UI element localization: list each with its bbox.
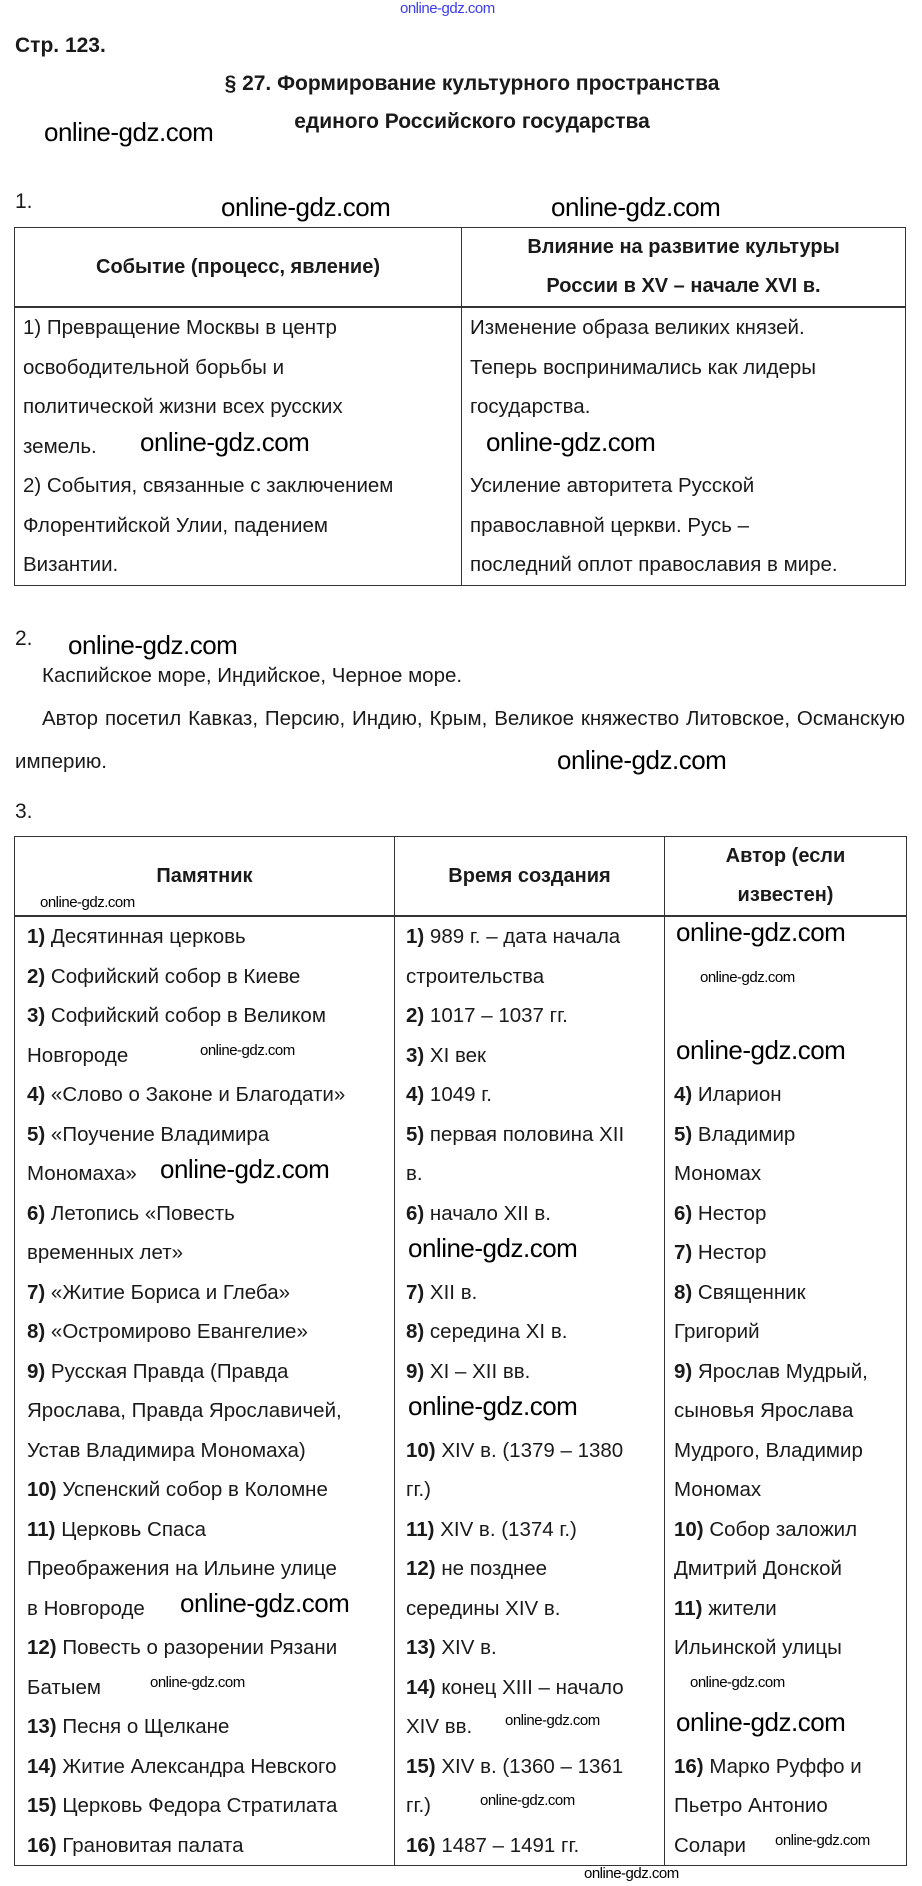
watermark[interactable]: online-gdz.com xyxy=(44,117,214,147)
item-number: 1) xyxy=(27,925,46,948)
item-number: 9) xyxy=(674,1359,693,1383)
item-text: гг.) xyxy=(406,1478,431,1501)
item-number: 7) xyxy=(406,1280,425,1304)
item-text: в Новгороде xyxy=(27,1596,145,1620)
item-number: 12) xyxy=(27,1636,57,1659)
list-item xyxy=(406,1470,654,1510)
list-item xyxy=(406,1352,654,1392)
item-number: 7) xyxy=(27,1280,46,1304)
list-item xyxy=(674,1154,896,1194)
item-text: 1017 – 1037 гг. xyxy=(424,1004,568,1027)
list-item xyxy=(674,1115,896,1155)
watermark[interactable]: online-gdz.com xyxy=(408,1233,578,1263)
list-item xyxy=(406,1549,654,1589)
item-number: 15) xyxy=(27,1794,57,1817)
item-text: начало XII в. xyxy=(424,1201,551,1225)
item-text: Софийский собор в Киеве xyxy=(45,964,301,988)
item-text: строительства xyxy=(406,964,545,988)
item-text: «Житие Бориса и Глеба» xyxy=(45,1280,291,1304)
item-number: 7) xyxy=(674,1241,693,1264)
task1-header-event: Событие (процесс, явление) xyxy=(15,228,462,308)
text-line: Изменение образа великих князей. xyxy=(470,316,805,339)
item-text: XIV в. xyxy=(435,1636,497,1659)
item-text: гг.) xyxy=(406,1794,431,1817)
item-text: середины XIV в. xyxy=(406,1596,561,1620)
list-item xyxy=(406,1589,654,1629)
list-item xyxy=(674,1786,896,1826)
list-item xyxy=(406,917,654,957)
list-item xyxy=(27,1391,384,1431)
item-number: 6) xyxy=(406,1201,425,1225)
item-text: Нестор xyxy=(692,1201,767,1225)
item-number: 2) xyxy=(27,964,46,988)
item-number: 4) xyxy=(674,1083,693,1106)
list-item xyxy=(27,1786,384,1826)
item-number: 10) xyxy=(406,1438,436,1462)
watermark[interactable]: online-gdz.com xyxy=(700,969,795,986)
list-item xyxy=(406,1510,654,1550)
item-number: 10) xyxy=(674,1517,704,1541)
item-text: XI – XII вв. xyxy=(424,1359,531,1383)
item-number: 14) xyxy=(27,1754,57,1778)
item-text: 1487 – 1491 гг. xyxy=(435,1833,580,1857)
list-item xyxy=(27,1470,384,1510)
item-text: середина XI в. xyxy=(424,1320,568,1343)
item-number: 9) xyxy=(406,1359,425,1383)
watermark[interactable]: online-gdz.com xyxy=(68,630,238,660)
item-number: 2) xyxy=(406,1004,425,1027)
task3-number: 3. xyxy=(15,800,33,823)
item-text: 1049 г. xyxy=(424,1083,492,1106)
item-text: «Слово о Законе и Благодати» xyxy=(45,1083,346,1106)
item-number: 6) xyxy=(27,1201,46,1225)
task3-header-author: Автор (если известен) xyxy=(665,837,907,917)
text-line: Флорентийской Улии, падением xyxy=(23,513,328,537)
task1-table xyxy=(14,227,906,586)
list-item xyxy=(674,1510,896,1550)
task3-header-time: Время создания xyxy=(395,837,665,917)
item-text: Солари xyxy=(674,1833,746,1857)
list-item xyxy=(674,1589,896,1629)
item-number: 8) xyxy=(674,1280,693,1304)
task1-header-influence: Влияние на развитие культуры России в XV – начале XVI в. xyxy=(462,228,906,308)
item-number: 9) xyxy=(27,1359,46,1383)
item-number: 16) xyxy=(674,1754,704,1778)
list-item xyxy=(27,1707,384,1747)
text-line: последний оплот православия в мире. xyxy=(470,553,838,576)
item-text: Русская Правда (Правда xyxy=(45,1359,289,1383)
task1-number: 1. xyxy=(15,190,33,213)
item-number: 3) xyxy=(406,1043,425,1067)
task2-seas: Каспийское море, Индийское, Черное море. xyxy=(42,664,463,687)
item-text: конец XIII – начало xyxy=(435,1675,624,1699)
item-number: 11) xyxy=(674,1596,703,1620)
item-text: «Поучение Владимира xyxy=(45,1122,270,1146)
list-item xyxy=(406,1431,654,1471)
item-number: 4) xyxy=(27,1083,46,1106)
item-text: Пьетро Антонио xyxy=(674,1794,828,1817)
item-text: Повесть о разорении Рязани xyxy=(56,1636,338,1659)
item-text: Софийский собор в Великом xyxy=(45,1004,326,1027)
item-text: Дмитрий Донской xyxy=(674,1557,842,1580)
list-item xyxy=(406,1668,654,1708)
watermark[interactable]: online-gdz.com xyxy=(505,1712,600,1729)
item-number: 11) xyxy=(406,1517,435,1541)
list-item xyxy=(674,1549,896,1589)
item-text: Марко Руффо и xyxy=(703,1754,862,1778)
watermark[interactable]: online-gdz.com xyxy=(160,1154,330,1184)
list-item xyxy=(27,1510,384,1550)
section-title-line1: § 27. Формирование культурного пространства xyxy=(224,72,720,95)
list-item xyxy=(406,1194,654,1234)
item-text: Мудрого, Владимир xyxy=(674,1438,863,1462)
item-text: Десятинная церковь xyxy=(45,925,246,948)
list-item xyxy=(674,996,896,1036)
item-number: 5) xyxy=(406,1122,425,1146)
item-text: XI век xyxy=(424,1043,487,1067)
text-line: 2) События, связанные с заключением xyxy=(23,474,394,497)
item-number: 6) xyxy=(674,1201,693,1225)
item-number: 15) xyxy=(406,1754,436,1778)
task3-header-monument: Памятник xyxy=(15,837,395,917)
item-text: 989 г. – дата начала xyxy=(424,925,621,948)
item-number: 5) xyxy=(674,1122,693,1146)
text-line: 1) Превращение Москвы в центр xyxy=(23,316,337,339)
item-number: 8) xyxy=(406,1320,425,1343)
text-line: политической жизни всех русских xyxy=(23,395,343,418)
item-text: Новгороде xyxy=(27,1043,129,1067)
item-text: первая половина XII xyxy=(424,1122,625,1146)
item-text: сыновья Ярослава xyxy=(674,1399,854,1422)
watermark[interactable]: online-gdz.com xyxy=(180,1588,350,1618)
list-item xyxy=(406,957,654,997)
watermark[interactable]: online-gdz.com xyxy=(676,1035,846,1065)
list-item xyxy=(27,1628,384,1668)
item-number: 13) xyxy=(27,1715,57,1738)
watermark[interactable]: online-gdz.com xyxy=(690,1674,785,1691)
item-text: в. xyxy=(406,1162,423,1185)
watermark[interactable]: online-gdz.com xyxy=(140,427,310,457)
list-item xyxy=(27,1075,384,1115)
item-text: не позднее xyxy=(435,1557,548,1580)
watermark[interactable]: online-gdz.com xyxy=(221,192,391,222)
watermark[interactable]: online-gdz.com xyxy=(557,745,727,775)
item-text: жители xyxy=(702,1596,777,1620)
list-item xyxy=(27,1352,384,1392)
item-text: Ильинской улицы xyxy=(674,1636,842,1659)
text-line: земель. xyxy=(23,434,97,458)
text-line: государства. xyxy=(470,395,591,418)
item-text: Мономах xyxy=(674,1478,762,1501)
item-text: Батыем xyxy=(27,1675,102,1699)
list-item xyxy=(674,1075,896,1115)
item-number: 8) xyxy=(27,1320,46,1343)
list-item xyxy=(406,1273,654,1313)
item-text: XIV в. (1374 г.) xyxy=(434,1517,577,1541)
item-number: 5) xyxy=(27,1122,46,1146)
list-item xyxy=(406,1826,654,1866)
page-label: Стр. 123. xyxy=(15,34,106,57)
item-number: 16) xyxy=(406,1833,436,1857)
item-text: XIV вв. xyxy=(406,1715,473,1738)
watermark[interactable]: online-gdz.com xyxy=(408,1391,578,1421)
list-item xyxy=(674,1352,896,1392)
list-item xyxy=(27,1194,384,1234)
watermark[interactable]: online-gdz.com xyxy=(486,427,656,457)
item-text: Григорий xyxy=(674,1320,760,1343)
list-item xyxy=(674,1747,896,1787)
list-item xyxy=(27,1115,384,1155)
list-item xyxy=(27,1826,384,1866)
item-text: «Остромирово Евангелие» xyxy=(45,1320,308,1343)
watermark[interactable]: online-gdz.com xyxy=(584,1865,679,1882)
section-title-line2: единого Российского государства xyxy=(294,110,650,133)
list-item xyxy=(406,1154,654,1194)
list-item xyxy=(27,1549,384,1589)
item-text: Иларион xyxy=(692,1083,782,1106)
list-item xyxy=(27,996,384,1036)
item-number: 13) xyxy=(406,1636,436,1659)
task2-number: 2. xyxy=(15,627,33,650)
list-item xyxy=(674,1312,896,1352)
item-text: Собор заложил xyxy=(703,1517,858,1541)
item-text: Владимир xyxy=(692,1122,796,1146)
item-number: 10) xyxy=(27,1478,57,1501)
list-item xyxy=(674,1431,896,1471)
list-item xyxy=(406,1036,654,1076)
list-item xyxy=(406,1628,654,1668)
item-text: Ярослав Мудрый, xyxy=(692,1359,868,1383)
item-text: Церковь Спаса xyxy=(55,1517,206,1541)
watermark[interactable]: online-gdz.com xyxy=(150,1674,245,1691)
list-item xyxy=(674,1273,896,1313)
list-item xyxy=(674,1391,896,1431)
item-text: Мономаха» xyxy=(27,1162,137,1185)
item-text: Мономах xyxy=(674,1162,762,1185)
watermark[interactable]: online-gdz.com xyxy=(775,1832,870,1849)
list-item xyxy=(27,957,384,997)
item-number: 1) xyxy=(406,925,425,948)
item-text: Нестор xyxy=(692,1241,767,1264)
item-text: временных лет» xyxy=(27,1241,183,1264)
item-number: 11) xyxy=(27,1517,56,1541)
item-text: Священник xyxy=(692,1280,806,1304)
watermark[interactable]: online-gdz.com xyxy=(676,1707,846,1737)
list-item xyxy=(674,1233,896,1273)
list-item xyxy=(674,1470,896,1510)
list-item xyxy=(406,1312,654,1352)
item-text: XIV в. (1379 – 1380 xyxy=(435,1438,624,1462)
text-line: Усиление авторитета Русской xyxy=(470,474,755,497)
text-line: освободительной борьбы и xyxy=(23,355,285,379)
text-line: Теперь воспринимались как лидеры xyxy=(470,355,817,379)
item-text: Успенский собор в Коломне xyxy=(56,1478,328,1501)
text-line: православной церкви. Русь – xyxy=(470,513,750,537)
item-text: XIV в. (1360 – 1361 xyxy=(435,1754,624,1778)
watermark[interactable]: online-gdz.com xyxy=(551,192,721,222)
watermark[interactable]: online-gdz.com xyxy=(40,894,135,911)
item-number: 12) xyxy=(406,1557,436,1580)
list-item xyxy=(406,1115,654,1155)
item-text: Житие Александра Невского xyxy=(56,1754,337,1778)
list-item xyxy=(674,1628,896,1668)
item-text: Преображения на Ильине улице xyxy=(27,1557,337,1580)
list-item xyxy=(406,996,654,1036)
list-item xyxy=(27,1273,384,1313)
text-line: Византии. xyxy=(23,553,119,576)
watermark-top[interactable]: online-gdz.com xyxy=(400,0,495,17)
list-item xyxy=(27,1233,384,1273)
item-text: Ярослава, Правда Ярославичей, xyxy=(27,1399,342,1422)
item-number: 16) xyxy=(27,1833,57,1857)
item-text: Песня о Щелкане xyxy=(56,1715,230,1738)
item-number: 4) xyxy=(406,1083,425,1106)
list-item xyxy=(27,1312,384,1352)
item-text: Устав Владимира Мономаха) xyxy=(27,1438,306,1462)
item-text: Церковь Федора Стратилата xyxy=(56,1794,338,1817)
watermark[interactable]: online-gdz.com xyxy=(480,1792,575,1809)
watermark[interactable]: online-gdz.com xyxy=(676,917,846,947)
list-item xyxy=(406,1075,654,1115)
list-item xyxy=(406,1747,654,1787)
task2-travel-paragraph: Автор посетил Кавказ, Персию, Индию, Крым, Великое княжество Литовское, Османскую империю. xyxy=(15,707,905,773)
item-text: Летопись «Повесть xyxy=(45,1201,235,1225)
list-item xyxy=(674,1194,896,1234)
list-item xyxy=(27,1431,384,1471)
watermark[interactable]: online-gdz.com xyxy=(200,1042,295,1059)
item-text: Грановитая палата xyxy=(56,1833,244,1857)
list-item xyxy=(27,1747,384,1787)
item-text: XII в. xyxy=(424,1280,478,1304)
item-number: 3) xyxy=(27,1004,46,1027)
list-item xyxy=(27,917,384,957)
item-number: 14) xyxy=(406,1675,436,1699)
